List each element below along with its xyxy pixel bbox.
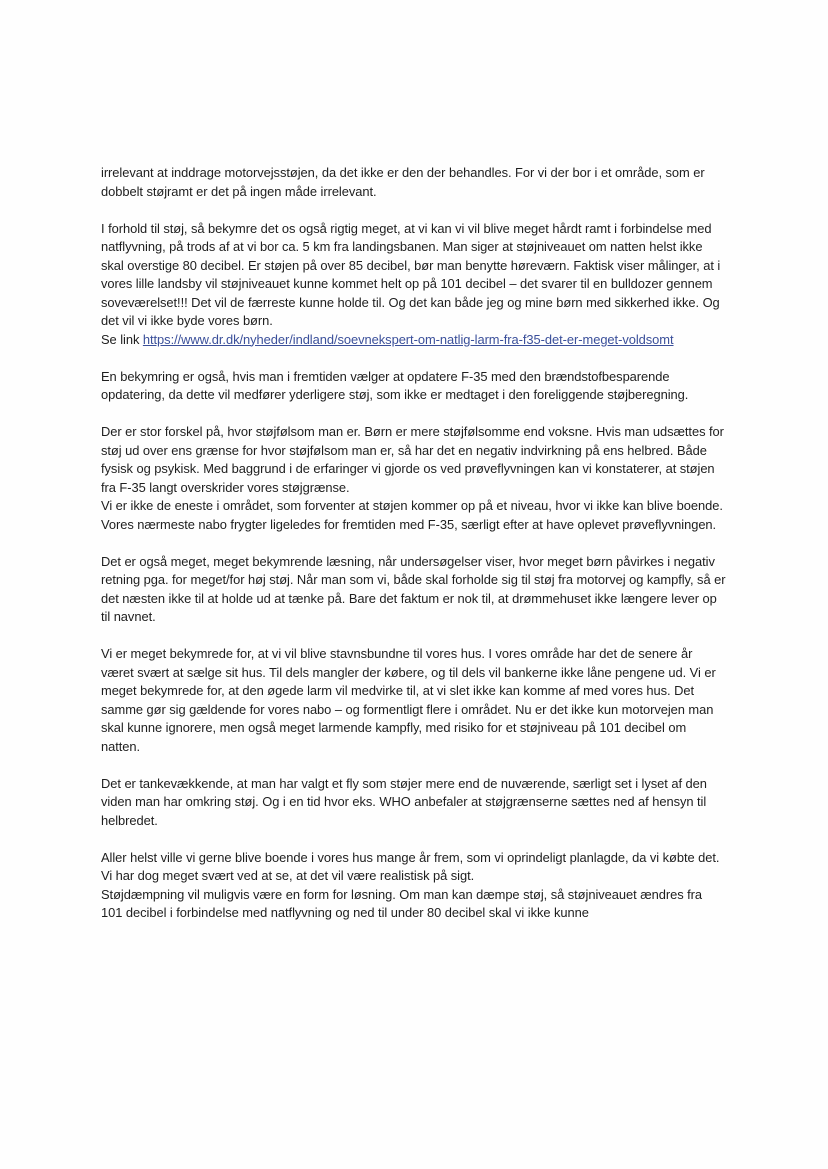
link-prefix: Se link bbox=[101, 331, 143, 347]
paragraph-house-sale: Vi er meget bekymrede for, at vi vil blive stavnsbundne til vores hus. I vores område har det de senere år været svært at sælge sit hus. Til dels mangler der købere, og til dels vil bankerne ikke låne pengene ud. Vi er meget bekymrede for, at den øgede larm vil medvirke til, at vi slet ikke kan komme af med vores hus. Det samme gør sig gældende for vores nabo – og formentligt flere i området. Nu er det ikke kun motorvejen man skal kunne ignorere, men også meget larmende kampfly, med risiko for et støjniveau på 101 decibel om natten. bbox=[101, 646, 716, 754]
dr-article-link[interactable]: https://www.dr.dk/nyheder/indland/soevnekspert-om-natlig-larm-fra-f35-det-er-meget-voldsomt bbox=[142, 331, 674, 347]
paragraph-who-limits: Det er tankevækkende, at man har valgt et fly som støjer mere end de nuværende, særligt set i lyset af den viden man har omkring støj. Og i en tid hvor eks. WHO anbefaler at støjgrænserne sættes ned af hensyn til helbredet. bbox=[101, 775, 707, 828]
paragraph-night-flights: I forhold til støj, så bekymre det os også rigtig meget, at vi kan vi vil blive meget hårdt ramt i forbindelse med natflyvning, på trods af at vi bor ca. 5 km fra landingsbanen. Man siger at støjniveauet om natten helst ikke skal overstige 80 decibel. Er støjen på over 85 decibel, bør man benytte høreværn. Faktisk viser målinger, at i vores lille landsby vil støjniveauet kunne kommet helt op på 101 decibel – det svarer til en bulldozer gennem soveværelset!!! Det vil de færreste kunne holde til. Og det kan både jeg og mine børn med sikkerhed ikke. Og det vil vi ikke byde vores børn. bbox=[101, 220, 721, 328]
paragraph-stay-home: Aller helst ville vi gerne blive boende i vores hus mange år frem, som vi oprindeligt planlagde, da vi købte det. Vi har dog meget svært ved at se, at det vil være realistisk på sigt. bbox=[101, 849, 720, 883]
paragraph-noise-dampening: Støjdæmpning vil muligvis være en form for løsning. Om man kan dæmpe støj, så støjniveauet ændres fra 101 decibel i forbindelse med natflyvning og ned til under 80 decibel skal vi ikke kunne bbox=[101, 886, 703, 920]
paragraph-noise-sensitivity: Der er stor forskel på, hvor støjfølsom man er. Børn er mere støjfølsomme end voksne. Hvis man udsættes for støj ud over ens grænse for hvor støjfølsom man er, så har det en negativ indvirkning på ens helbred. Både fysisk og psykisk. Med baggrund i de erfaringer vi gjorde os ved prøveflyvningen kan vi konstaterer, at støjen fra F-35 langt overskrider vores støjgrænse. bbox=[101, 424, 724, 495]
document-body bbox=[101, 164, 726, 923]
paragraph-fuel-update: En bekymring er også, hvis man i fremtiden vælger at opdatere F-35 med den brændstofbesparende opdatering, da dette vil medfører yderligere støj, som ikke er medtaget i den foreliggende støjberegning. bbox=[101, 368, 689, 402]
paragraph-motorway-noise: irrelevant at inddrage motorvejsstøjen, da det ikke er den der behandles. For vi der bor i et område, som er dobbelt støjramt er det på ingen måde irrelevant. bbox=[101, 165, 705, 199]
link-line bbox=[101, 331, 726, 350]
paragraph-neighbors: Vi er ikke de eneste i området, som forventer at støjen kommer op på et niveau, hvor vi ikke kan blive boende. Vores nærmeste nabo frygter ligeledes for fremtiden med F-35, særligt efter at have oplevet prøveflyvningen. bbox=[101, 498, 723, 532]
paragraph-children-impact: Det er også meget, meget bekymrende læsning, når undersøgelser viser, hvor meget børn påvirkes i negativ retning pga. for meget/for høj støj. Når man som vi, både skal forholde sig til støj fra motorvej og kampfly, så er det næsten ikke til at holde ud at tænke på. Bare det faktum er nok til, at drømmehuset ikke længere lever op til navnet. bbox=[101, 553, 726, 624]
